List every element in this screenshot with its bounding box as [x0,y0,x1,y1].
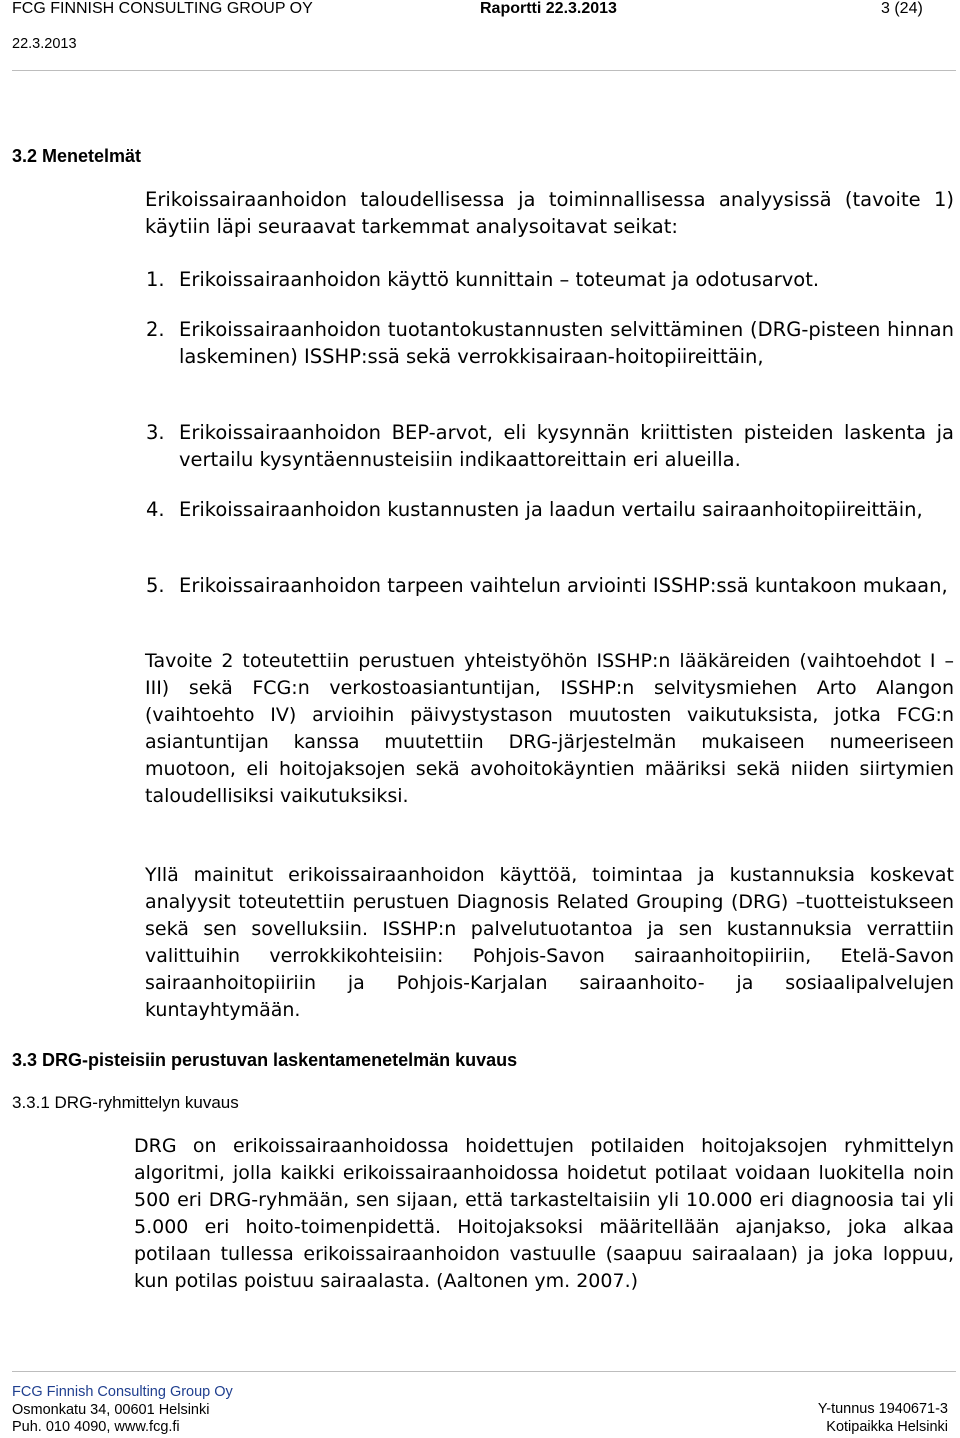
body-paragraph: DRG on erikoissairaanhoidossa hoidettujen potilaiden hoitojaksojen ryhmittelyn algoritmi, jolla kaikki erikoissairaanhoidossa hoidetut potilaat voidaan luokitella noin 500 eri DRG-ryhmään, sen sijaan, että tarkasteltaisiin yli 10.000 eri diagnoosia tai yli 5.000 eri hoito-toimenpidettä. Hoitojaksoksi määritellään ajanjakso, joka alkaa potilaan tullessa erikoissairaanhoidon vastuulle (saapuu sairaalaan) ja joka loppuu, kun potilas poistuu sairaalasta. (Aaltonen ym. 2007.) [134,1135,954,1292]
list-item [146,496,954,523]
list-item [146,266,954,293]
footer-left [12,1384,233,1437]
footer-right [818,1401,948,1436]
footer-company: FCG Finnish Consulting Group Oy [12,1384,233,1400]
list-item-number: 4. [146,498,165,521]
list-item-number: 1. [146,268,165,291]
list-item-number: 5. [146,574,165,597]
header-company: FCG FINNISH CONSULTING GROUP OY [12,0,313,17]
section-heading-3-3: 3.3 DRG-pisteisiin perustuvan laskentamenetelmän kuvaus [12,1050,518,1070]
list-item [146,572,954,599]
header-rule [12,70,956,71]
list-item-text: Erikoissairaanhoidon tarpeen vaihtelun arviointi ISSHP:ssä kuntakoon mukaan, [179,574,948,597]
footer-phone-web: Puh. 010 4090, www.fcg.fi [12,1419,180,1435]
list-item [146,316,954,370]
body-paragraph: Yllä mainitut erikoissairaanhoidon käyttöä, toimintaa ja kustannuksia koskevat analyysit toteutettiin perustuen Diagnosis Related Grouping (DRG) –tuotteistukseen sekä sen sovelluksiin. ISSHP:n palvelutuotantoa ja sen kustannuksia verrattiin valittuihin verrokkikohteisiin: Pohjois-Savon sairaanhoitopiiriin, Etelä-Savon sairaanhoitopiiriin ja Pohjois-Karjalan sairaanhoito- ja sosiaalipalvelujen kuntayhtymään. [145,864,954,1021]
body-paragraph: Tavoite 2 toteutettiin perustuen yhteistyöhön ISSHP:n lääkäreiden (vaihtoehdot I – III) sekä FCG:n verkostoasiantuntijan, ISSHP:n selvitysmiehen Arto Alangon (vaihtoehto IV) arvioihin päivystystason muutosten vaikutuksista, jotka FCG:n asiantuntijan kanssa muutettiin DRG-järjestelmän mukaiseen numeeriseen muotoon, eli hoitojaksojen sekä avohoitokäyntien määriksi sekä niiden siirtymien taloudellisiksi vaikutuksiksi. [145,650,954,807]
footer-business-id: Y-tunnus 1940671-3 [817,1401,948,1417]
list-item-number: 3. [146,421,165,444]
footer-address: Osmonkatu 34, 00601 Helsinki [12,1401,210,1418]
header-date: 22.3.2013 [12,36,77,52]
intro-paragraph: Erikoissairaanhoidon taloudellisessa ja toiminnallisessa analyysissä (tavoite 1) käytiin läpi seuraavat tarkemmat analysoitavat seikat: [145,188,954,238]
header-page-number: 3 (24) [881,0,923,17]
list-item-text: Erikoissairaanhoidon käyttö kunnittain – toteumat ja odotusarvot. [179,268,820,291]
section-heading-3-2: 3.2 Menetelmät [12,146,142,166]
list-item-text: Erikoissairaanhoidon tuotantokustannusten selvittäminen (DRG-pisteen hinnan laskeminen) ISSHP:ssä sekä verrokkisairaan-hoitopiireittäin, [179,318,954,368]
list-item-text: Erikoissairaanhoidon kustannusten ja laadun vertailu sairaanhoitopiireittäin, [179,498,923,521]
subsection-heading-3-3-1: 3.3.1 DRG-ryhmittelyn kuvaus [12,1093,239,1112]
footer-rule [12,1371,956,1372]
header-report: Raportti 22.3.2013 [480,0,617,17]
footer-domicile: Kotipaikka Helsinki [826,1418,948,1435]
list-item-text: Erikoissairaanhoidon BEP-arvot, eli kysynnän kriittisten pisteiden laskenta ja vertailu kysyntäennusteisiin indikaattoreittain eri alueilla. [179,421,954,471]
list-item [146,419,954,473]
list-item-number: 2. [146,318,165,341]
